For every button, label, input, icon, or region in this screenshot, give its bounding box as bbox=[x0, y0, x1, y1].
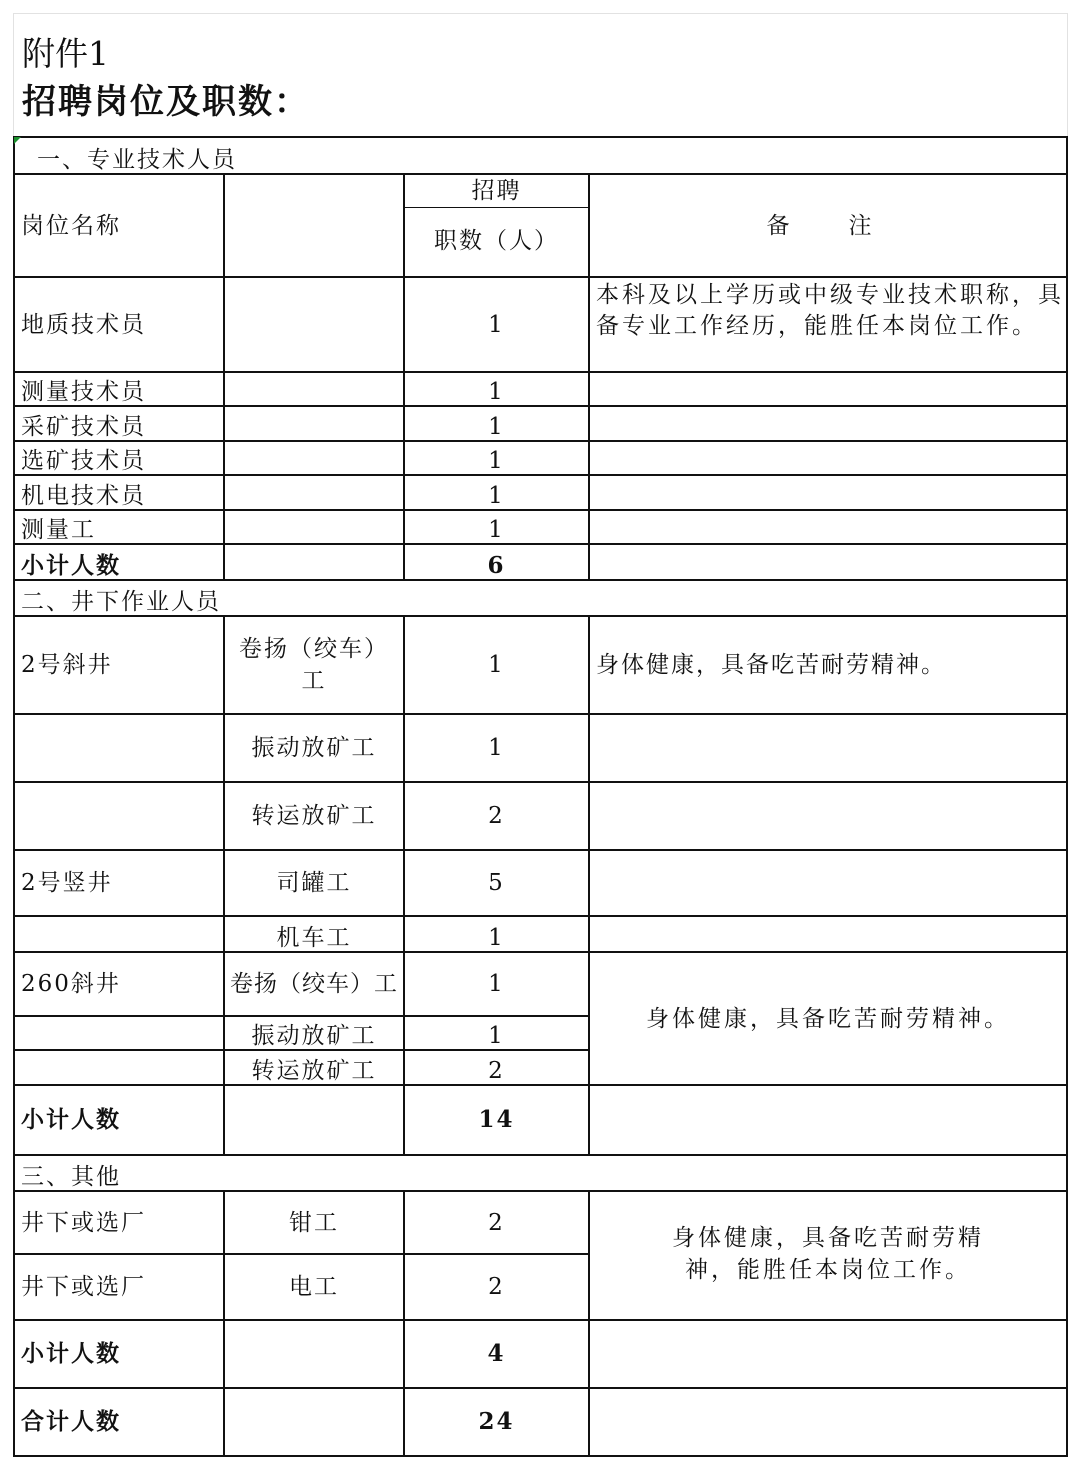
table-row bbox=[14, 372, 1067, 406]
count-cell: 2 bbox=[404, 1254, 589, 1320]
count-cell: 1 bbox=[404, 714, 589, 782]
job-cell bbox=[224, 544, 404, 580]
count-cell: 1 bbox=[404, 277, 589, 372]
table-row bbox=[14, 616, 1067, 714]
header-recruit-bottom: 职数（人） bbox=[434, 228, 559, 254]
total-row bbox=[14, 1388, 1067, 1456]
table-row bbox=[14, 850, 1067, 916]
note-cell bbox=[589, 372, 1067, 406]
subtotal-row bbox=[14, 1320, 1067, 1388]
note-cell bbox=[589, 1320, 1067, 1388]
job-cell bbox=[224, 372, 404, 406]
count-cell: 2 bbox=[404, 1191, 589, 1254]
position-name bbox=[14, 916, 224, 952]
job-cell bbox=[224, 277, 404, 372]
header-recruit-top: 招聘 bbox=[405, 175, 588, 208]
position-name: 井下或选厂 bbox=[14, 1254, 224, 1320]
subtotal-label: 小计人数 bbox=[14, 1320, 224, 1388]
section3-title: 三、其他 bbox=[14, 1155, 1067, 1191]
section-header-row bbox=[14, 580, 1067, 616]
total-value: 24 bbox=[404, 1388, 589, 1456]
job-cell: 钳工 bbox=[224, 1191, 404, 1254]
count-cell: 1 bbox=[404, 372, 589, 406]
note-cell bbox=[589, 1085, 1067, 1155]
count-cell: 2 bbox=[404, 1050, 589, 1085]
section-header-row bbox=[14, 1155, 1067, 1191]
note-cell: 身体健康，具备吃苦耐劳精神。 bbox=[589, 616, 1067, 714]
header-position-name: 岗位名称 bbox=[14, 174, 224, 277]
header-remarks: 备 注 bbox=[589, 174, 1067, 277]
cell-comment-marker bbox=[14, 137, 21, 144]
count-cell: 1 bbox=[404, 616, 589, 714]
table-row bbox=[14, 441, 1067, 475]
table-row bbox=[14, 406, 1067, 441]
note-cell bbox=[589, 441, 1067, 475]
note-cell bbox=[589, 1388, 1067, 1456]
table-row bbox=[14, 1191, 1067, 1254]
position-name: 井下或选厂 bbox=[14, 1191, 224, 1254]
note-cell bbox=[589, 475, 1067, 510]
job-cell: 电工 bbox=[224, 1254, 404, 1320]
job-cell bbox=[224, 1085, 404, 1155]
recruitment-table bbox=[13, 136, 1068, 1457]
note-cell bbox=[589, 916, 1067, 952]
count-cell: 1 bbox=[404, 952, 589, 1016]
count-cell: 1 bbox=[404, 916, 589, 952]
note-cell bbox=[589, 850, 1067, 916]
job-cell: 振动放矿工 bbox=[224, 714, 404, 782]
position-name: 选矿技术员 bbox=[14, 441, 224, 475]
count-cell: 1 bbox=[404, 1016, 589, 1050]
table-row bbox=[14, 475, 1067, 510]
subtotal-row bbox=[14, 1085, 1067, 1155]
note-cell bbox=[589, 510, 1067, 544]
subtotal-row bbox=[14, 544, 1067, 580]
note-cell bbox=[589, 406, 1067, 441]
section-header-row bbox=[14, 137, 1067, 174]
job-cell: 卷扬（绞车）工 bbox=[224, 952, 404, 1016]
position-name: 采矿技术员 bbox=[14, 406, 224, 441]
count-cell: 1 bbox=[404, 475, 589, 510]
position-name: 机电技术员 bbox=[14, 475, 224, 510]
job-cell bbox=[224, 441, 404, 475]
subtotal-label: 小计人数 bbox=[14, 544, 224, 580]
subtotal-value: 14 bbox=[404, 1085, 589, 1155]
position-name bbox=[14, 1050, 224, 1085]
section1-title: 一、专业技术人员 bbox=[14, 137, 1067, 174]
job-cell bbox=[224, 1388, 404, 1456]
position-name bbox=[14, 1016, 224, 1050]
attachment-label: 附件1 bbox=[22, 34, 109, 73]
position-name bbox=[14, 782, 224, 850]
job-cell bbox=[224, 1320, 404, 1388]
document-title: 招聘岗位及职数： bbox=[22, 82, 310, 122]
table-row bbox=[14, 916, 1067, 952]
position-name: 测量技术员 bbox=[14, 372, 224, 406]
note-cell bbox=[589, 544, 1067, 580]
total-label: 合计人数 bbox=[14, 1388, 224, 1456]
table-row bbox=[14, 510, 1067, 544]
note-cell: 本科及以上学历或中级专业技术职称，具备专业工作经历，能胜任本岗位工作。 bbox=[589, 277, 1067, 372]
merged-note-cell: 身体健康，具备吃苦耐劳精神，能胜任本岗位工作。 bbox=[589, 1191, 1067, 1320]
count-cell: 1 bbox=[404, 441, 589, 475]
column-header-row bbox=[14, 174, 1067, 277]
count-cell: 2 bbox=[404, 782, 589, 850]
job-cell bbox=[224, 406, 404, 441]
count-cell: 1 bbox=[404, 510, 589, 544]
subtotal-value: 6 bbox=[404, 544, 589, 580]
note-cell bbox=[589, 714, 1067, 782]
count-cell: 1 bbox=[404, 406, 589, 441]
table-row bbox=[14, 714, 1067, 782]
table-row bbox=[14, 782, 1067, 850]
position-name: 260斜井 bbox=[14, 952, 224, 1016]
position-name: 2号竖井 bbox=[14, 850, 224, 916]
position-name: 2号斜井 bbox=[14, 616, 224, 714]
job-cell: 机车工 bbox=[224, 916, 404, 952]
merged-note-cell: 身体健康，具备吃苦耐劳精神。 bbox=[589, 952, 1067, 1085]
job-cell: 转运放矿工 bbox=[224, 1050, 404, 1085]
job-cell: 转运放矿工 bbox=[224, 782, 404, 850]
job-cell bbox=[224, 510, 404, 544]
position-name: 测量工 bbox=[14, 510, 224, 544]
job-cell: 司罐工 bbox=[224, 850, 404, 916]
job-cell bbox=[224, 475, 404, 510]
table-row bbox=[14, 952, 1067, 1016]
section2-title: 二、井下作业人员 bbox=[14, 580, 1067, 616]
table-row bbox=[14, 277, 1067, 372]
subtotal-value: 4 bbox=[404, 1320, 589, 1388]
header-blank bbox=[224, 174, 404, 277]
note-cell bbox=[589, 782, 1067, 850]
job-cell: 卷扬（绞车）工 bbox=[224, 616, 404, 714]
position-name bbox=[14, 714, 224, 782]
count-cell: 5 bbox=[404, 850, 589, 916]
subtotal-label: 小计人数 bbox=[14, 1085, 224, 1155]
position-name: 地质技术员 bbox=[14, 277, 224, 372]
job-cell: 振动放矿工 bbox=[224, 1016, 404, 1050]
header-recruit-count bbox=[404, 174, 589, 277]
